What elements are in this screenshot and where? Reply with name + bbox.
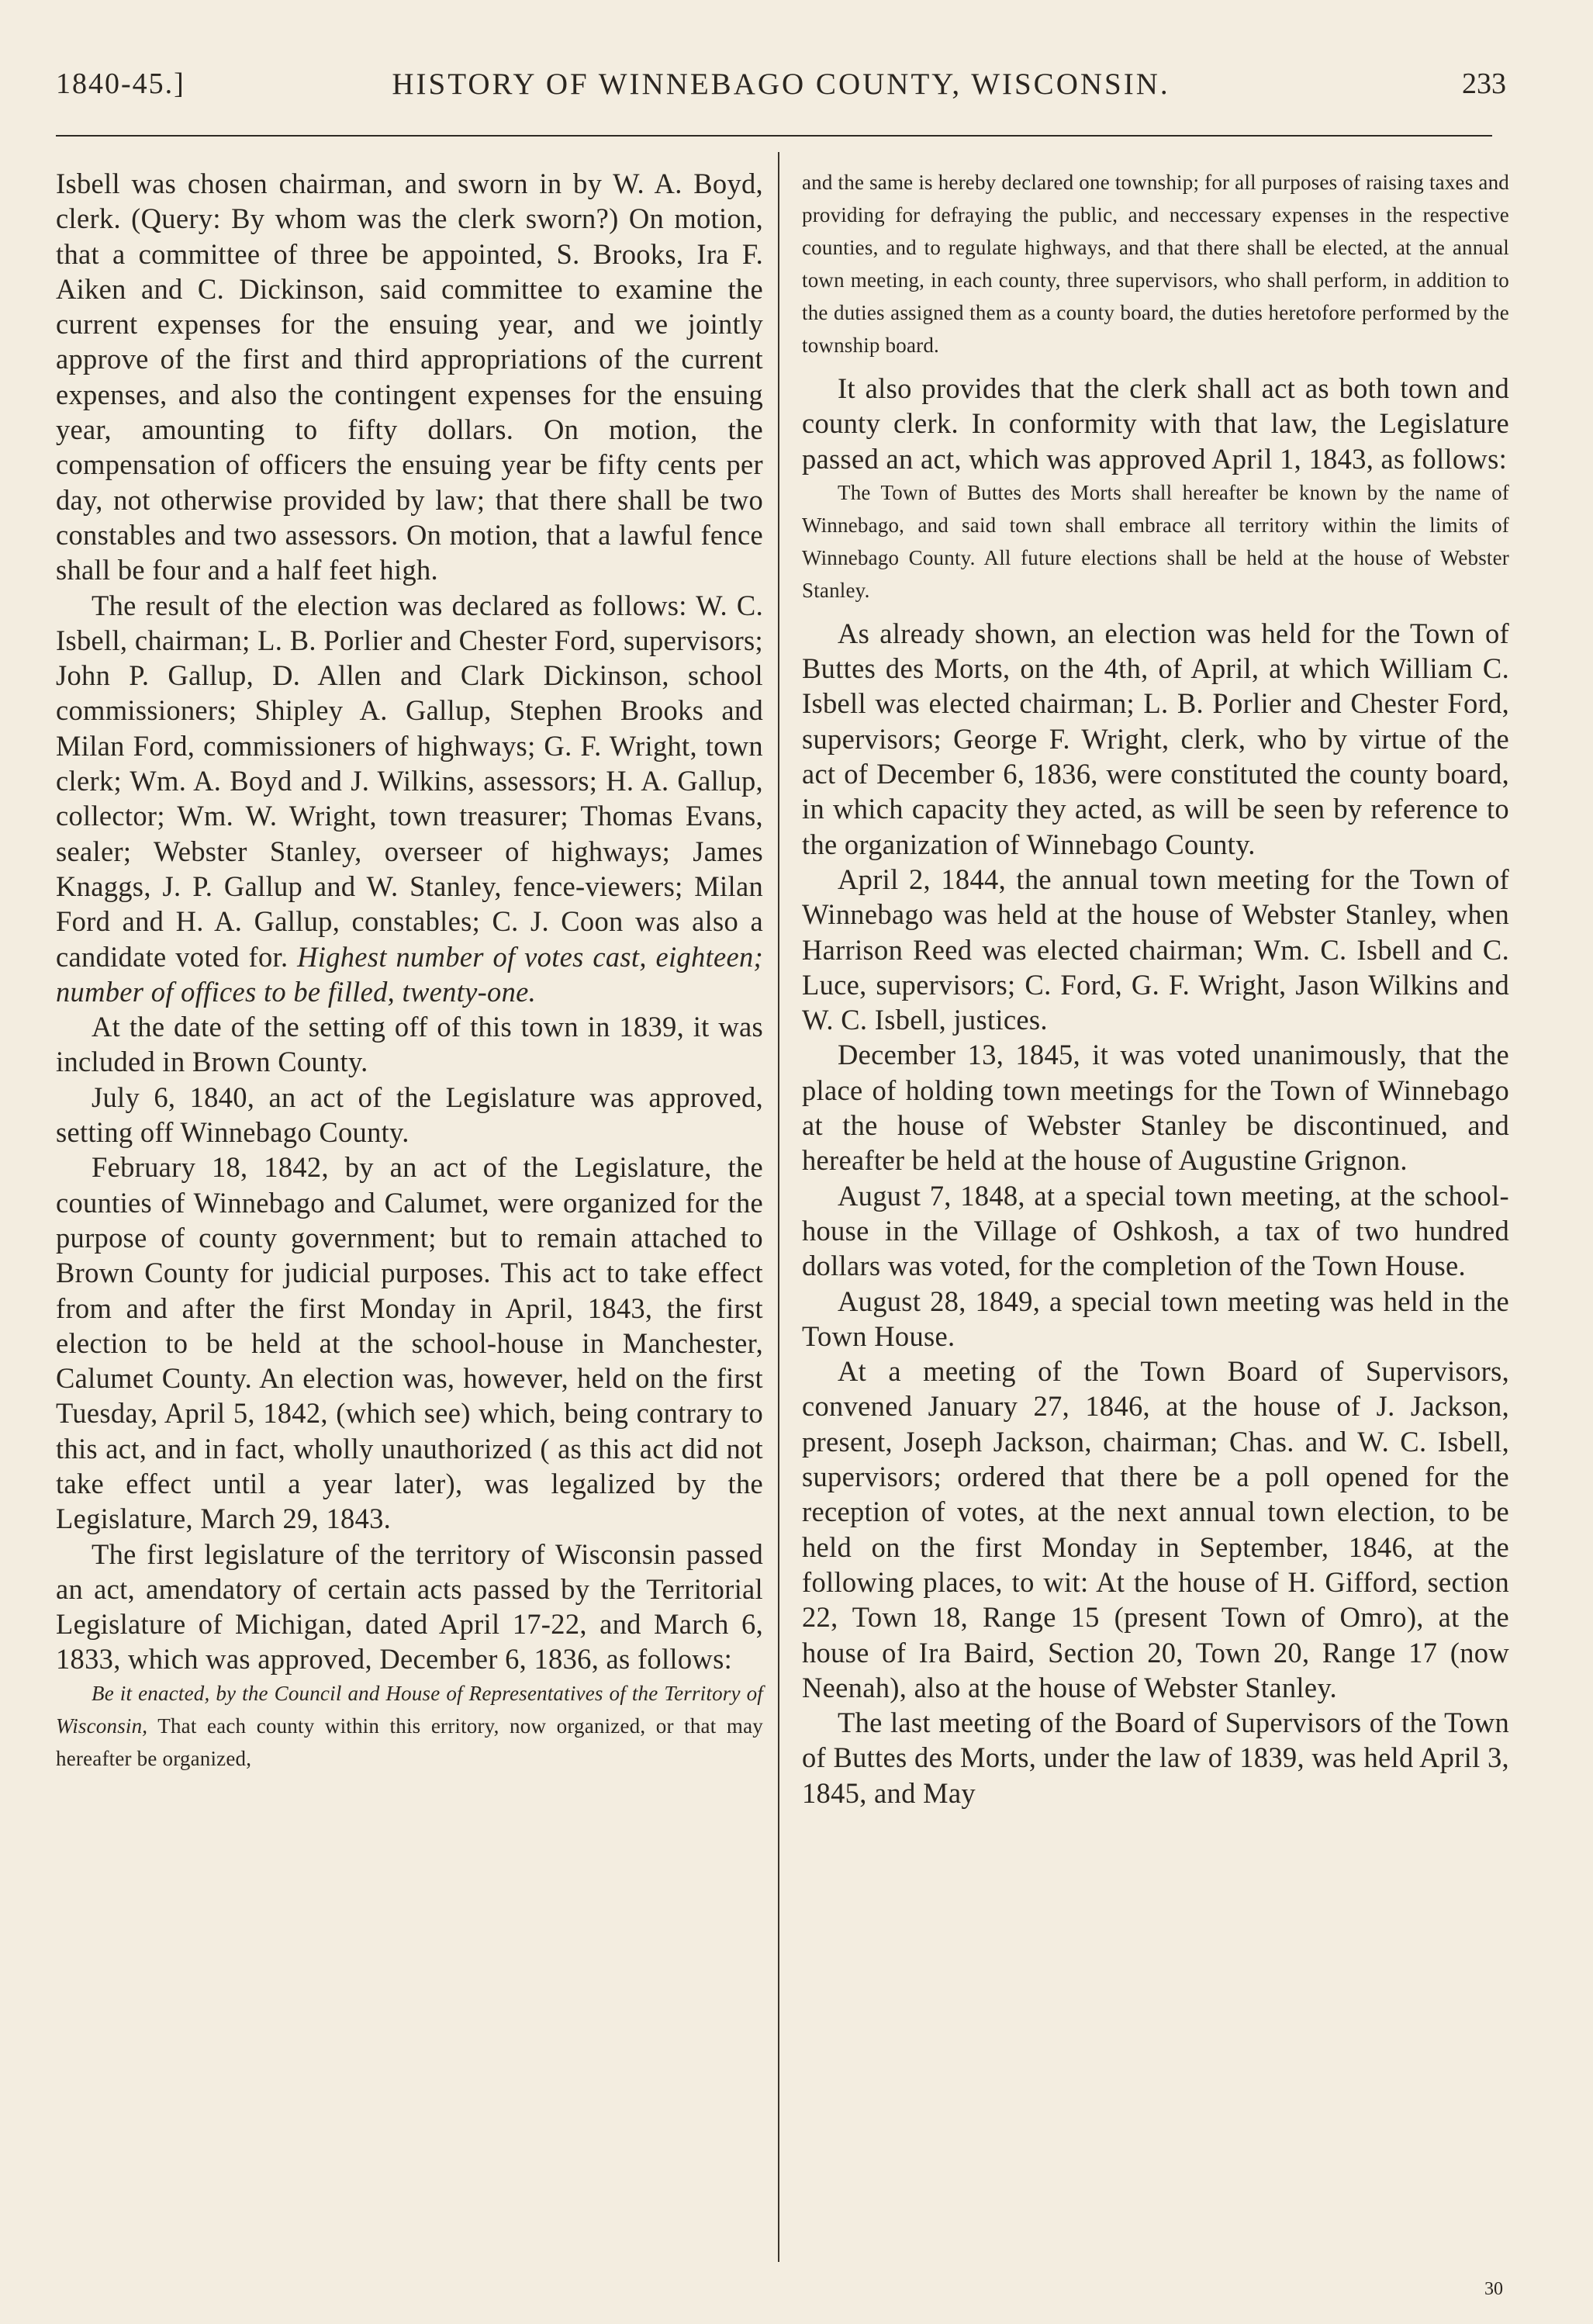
paragraph: April 2, 1844, the annual town meeting for the Town of Winnebago was held at the house of Webster Stanley, when Harrison Reed was elected chairman; Wm. C. Isbell and C. Luce, supervisors; C. Ford, G. F. Wright, Jason Wilkins and W. C. Isbell, justices. [802,863,1509,1036]
paragraph: February 18, 1842, by an act of the Legislature, the counties of Winnebago and Calumet, were organized for the purpose of county government; but to remain attached to Brown County for judicial purposes. This act to take effect from and after the first Monday in April, 1843, the first election to be held at the school-house in Manchester, Calumet County. An election was, however, held on the first Tuesday, April 5, 1842, (which see) which, being contrary to this act, and in fact, wholly unauthorized ( as this act did not take effect until a year later), was legalized by the Legislature, March 29, 1843. [56,1151,763,1535]
paragraph: Isbell was chosen chairman, and sworn in by W. A. Boyd, clerk. (Query: By whom was the clerk sworn?) On motion, that a committee of three be appointed, S. Brooks, Ira F. Aiken and C. Dickinson, said committee to examine the current expenses for the ensuing year, and we jointly approve of the first and third appropriations of the current expenses, and also the contingent expenses for the ensuing year, amounting to fifty dollars. On motion, the compensation of officers the ensuing year be fifty cents per day, not otherwise provided by law; that there shall be two constables and two assessors. On motion, that a lawful fence shall be four and a half feet high. [56,168,763,586]
quoted-act-text: That each county within this erritory, now organized, or that may hereafter be organized, [56,1714,763,1770]
column-divider [778,152,779,2262]
italic-note: Highest number of votes cast, eighteen; number of offices to be filled, twenty-one. [56,940,763,1008]
header-rule [56,135,1492,137]
paragraph: At a meeting of the Town Board of Supervisors, convened January 27, 1846, at the house of J. Jackson, present, Joseph Jackson, chairman; Chas. and W. C. Isbell, supervisors; ordered that there be a poll opened for the reception of votes, at the next annual town election, to be held on the first Monday in September, 1846, at the following places, to wit: At the house of H. Gifford, section 22, Town 18, Range 15 (present Town of Omro), at the house of Ira Baird, Section 20, Town 20, Range 17 (now Neenah), also at the house of Webster Stanley. [802,1355,1509,1703]
running-header [56,67,1506,110]
paragraph: The last meeting of the Board of Supervisors of the Town of Buttes des Morts, under the law of 1839, was held April 3, 1845, and May [802,1707,1509,1809]
paragraph: As already shown, an election was held for the Town of Buttes des Morts, on the 4th, of April, at which William C. Isbell was elected chairman; L. B. Porlier and Chester Ford, supervisors; George F. Wright, clerk, who by virtue of the act of December 6, 1836, were constituted the county board, in which capacity they acted, as will be seen by reference to the organization of Winnebago County. [802,617,1509,860]
right-column [802,166,1509,1810]
paragraph [56,588,763,1010]
paragraph: At the date of the setting off of this town in 1839, it was included in Brown County. [56,1011,763,1078]
paragraph: It also provides that the clerk shall act as both town and county clerk. In conformity with that law, the Legislature passed an act, which was approved April 1, 1843, as follows: [802,372,1509,475]
left-column [56,166,763,1775]
paragraph-text: The result of the election was declared as follows: W. C. Isbell, chairman; L. B. Porlier and Chester Ford, supervisors; John P. Gallup, D. Allen and Clark Dickinson, school commissioners; Shipley A. Gallup, Stephen Brooks and Milan Ford, commissioners of highways; G. F. Wright, town clerk; Wm. A. Boyd and J. Wilkins, assessors; H. A. Gallup, collector; Wm. W. Wright, town treasurer; Thomas Evans, sealer; Webster Stanley, overseer of highways; James Knaggs, J. P. Gallup and W. Stanley, fence-viewers; Milan Ford and H. A. Gallup, constables; C. J. Coon was also a candidate voted for. [56,589,763,973]
paragraph: December 13, 1845, it was voted unanimously, that the place of holding town meetings for the Town of Winnebago at the house of Webster Stanley be discontinued, and hereafter be held at the house of Augustine Grignon. [802,1039,1509,1177]
paragraph: July 6, 1840, an act of the Legislature was approved, setting off Winnebago County. [56,1081,763,1149]
quoted-act: The Town of Buttes des Morts shall hereafter be known by the name of Winnebago, and said town shall embrace all territory within the limits of Winnebago County. All future elections shall be held at the house of Webster Stanley. [802,480,1509,602]
paragraph: August 7, 1848, at a special town meeting, at the school-house in the Village of Oshkosh, a tax of two hundred dollars was voted, for the completion of the Town House. [802,1179,1509,1282]
page-number: 233 [1462,67,1506,100]
paragraph: The first legislature of the territory of Wisconsin passed an act, amendatory of certain acts passed by the Territorial Legislature of Michigan, dated April 17-22, and March 6, 1833, which was approved, December 6, 1836, as follows: [56,1537,763,1676]
quoted-act [56,1677,763,1775]
header-title: HISTORY OF WINNEBAGO COUNTY, WISCONSIN. [392,67,1170,101]
header-date-range: 1840-45.] [56,67,185,100]
enacting-clause: Be it enacted, by the Council and House of Representatives of the Territory of Wisconsin, [56,1681,763,1738]
paragraph: August 28, 1849, a special town meeting was held in the Town House. [802,1285,1509,1352]
signature-mark: 30 [1484,2279,1503,2299]
quoted-act-continued: and the same is hereby declared one township; for all purposes of raising taxes and providing for defraying the public, and neccessary expenses in the respective counties, and to regulate highways, and that there shall be elected, at the annual town meeting, in each county, three supervisors, who shall perform, in addition to the duties assigned them as a county board, the duties heretofore performed by the township board. [802,171,1509,357]
